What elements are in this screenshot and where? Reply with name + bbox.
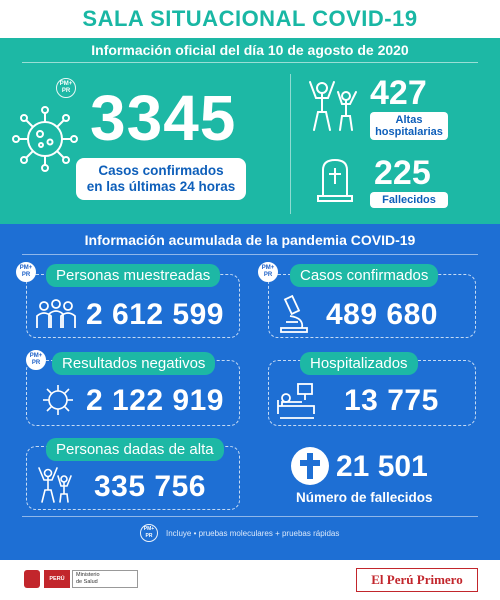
discharged-label: Personas dadas de alta — [46, 438, 224, 461]
sampled-value: 2 612 599 — [86, 298, 224, 331]
discharges-label: Altas hospitalarias — [370, 112, 448, 140]
accumulated-section — [0, 224, 500, 560]
virus-icon — [40, 382, 76, 418]
deaths-daily-number: 225 — [374, 154, 431, 192]
negative-label: Resultados negativos — [52, 352, 215, 375]
brand-logo: El Perú Primero — [356, 568, 478, 592]
divider — [22, 62, 478, 63]
government-seal-icon — [24, 570, 40, 588]
date-heading: Información oficial del día 10 de agosto de 2020 — [91, 42, 409, 58]
divider — [22, 516, 478, 517]
virus-icon — [10, 104, 80, 174]
deaths-total-caption: Número de fallecidos — [296, 490, 433, 505]
celebrating-people-icon — [304, 76, 366, 132]
footnote: Incluye • pruebas moleculares + pruebas rápidas — [166, 529, 340, 538]
divider — [290, 74, 291, 214]
discharged-value: 335 756 — [94, 470, 206, 503]
daily-cases-caption: Casos confirmados en las últimas 24 horas — [76, 158, 246, 200]
daily-section — [0, 38, 500, 224]
pmpr-badge: PM+ PR — [16, 262, 36, 282]
hospitalized-label: Hospitalizados — [300, 352, 418, 375]
discharges-number: 427 — [370, 74, 427, 112]
gov-label: PERÚ — [44, 570, 70, 588]
pmpr-badge: PM+ PR — [26, 350, 46, 370]
confirmed-label: Casos confirmados — [290, 264, 438, 287]
deaths-daily-label: Fallecidos — [370, 192, 448, 208]
sampled-label: Personas muestreadas — [46, 264, 220, 287]
hospitalized-value: 13 775 — [344, 384, 439, 417]
cross-icon — [290, 446, 330, 486]
daily-cases-number: 3345 — [90, 82, 237, 154]
hospital-bed-icon — [274, 380, 318, 420]
pmpr-badge: PM+ PR — [140, 524, 158, 542]
confirmed-value: 489 680 — [326, 298, 438, 331]
people-group-icon — [34, 296, 78, 330]
pmpr-badge: PM+ PR — [56, 78, 76, 98]
celebrating-people-icon — [36, 464, 76, 504]
deaths-total-value: 21 501 — [336, 450, 428, 483]
divider — [22, 254, 478, 255]
accumulated-heading: Información acumulada de la pandemia COVID-19 — [84, 232, 416, 248]
ministry-label: Ministerio de Salud — [72, 570, 138, 588]
tombstone-icon — [310, 154, 360, 204]
microscope-icon — [276, 294, 312, 334]
footer — [0, 560, 500, 600]
page-title: SALA SITUACIONAL COVID-19 — [82, 6, 418, 31]
pmpr-badge: PM+ PR — [258, 262, 278, 282]
negative-value: 2 122 919 — [86, 384, 224, 417]
